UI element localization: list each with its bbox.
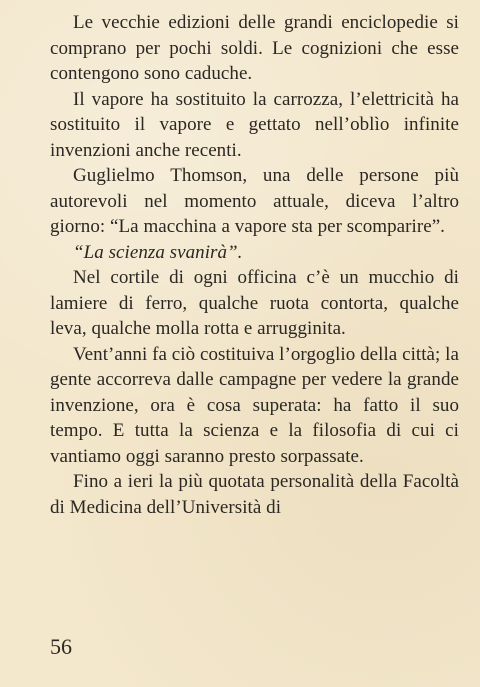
- paragraph-3: Guglielmo Thomson, una delle persone più autorevoli nel momento attuale, diceva l’altro giorno: “La macchina a vapore sta per scomparire”.: [50, 165, 459, 237]
- body-text: [50, 10, 459, 520]
- paragraph-6: Vent’anni fa ciò costituiva l’orgoglio della città; la gente accorreva dalle campagne per vedere la grande invenzione, ora è cosa superata: ha fatto il suo tempo. E tutta la scienza e la filosofia di cui ci vantiamo oggi saranno presto sorpassate.: [50, 343, 459, 467]
- paragraph-2: Il vapore ha sostituito la carrozza, l’elettricità ha sostituito il vapore e gettato nell’oblìo infinite invenzioni anche recenti.: [50, 88, 459, 161]
- paragraph-5: Nel cortile di ogni officina c’è un mucchio di lamiere di ferro, qualche ruota contorta, qualche leva, qualche molla rotta e arrugginita.: [50, 267, 459, 339]
- paragraph-7: Fino a ieri la più quotata personalità della Facoltà di Medicina dell’Università di: [50, 471, 459, 518]
- paragraph-1: Le vecchie edizioni delle grandi enciclopedie si comprano per pochi soldi. Le cognizioni che esse contengono sono caduche.: [50, 12, 459, 84]
- paragraph-4: “La scienza svanirà”.: [73, 241, 243, 263]
- page-number: 56: [50, 634, 72, 659]
